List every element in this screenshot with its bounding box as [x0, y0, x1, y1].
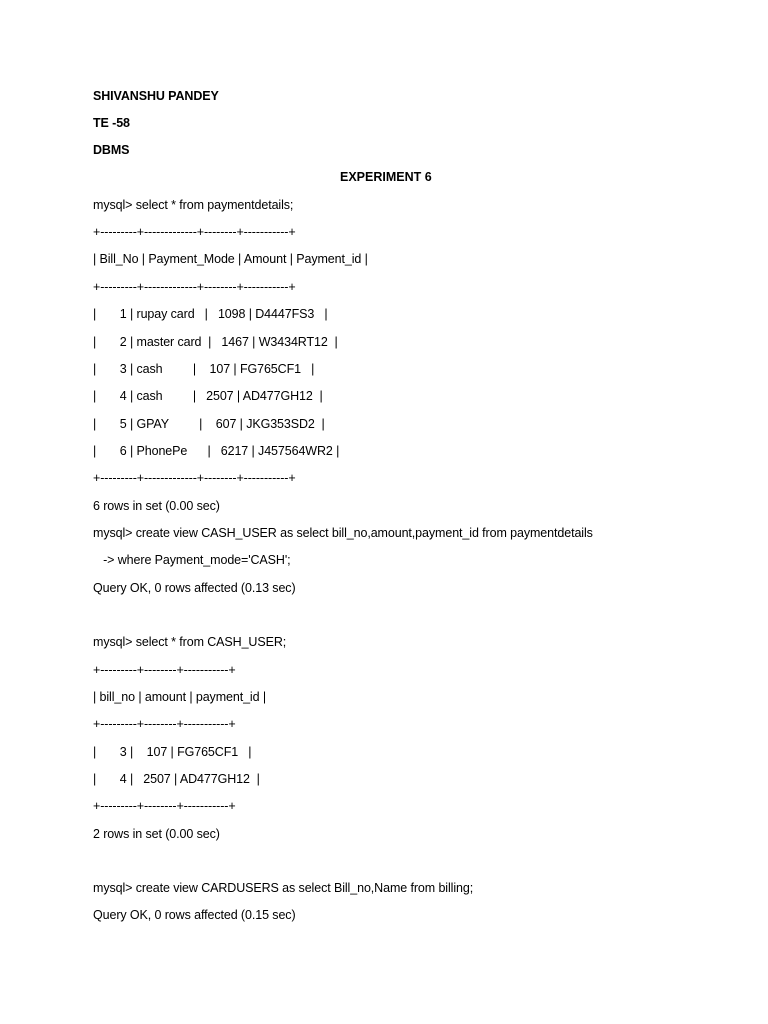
table-row: | 3 | cash | 107 | FG765CF1 |: [93, 362, 315, 376]
table-row: | 4 | 2507 | AD477GH12 |: [93, 772, 260, 786]
experiment-title: EXPERIMENT 6: [340, 170, 432, 184]
table-row: | 2 | master card | 1467 | W3434RT12 |: [93, 335, 338, 349]
sql-line: mysql> select * from CASH_USER;: [93, 635, 287, 649]
query-status: Query OK, 0 rows affected (0.15 sec): [93, 908, 296, 922]
table-header-row: | bill_no | amount | payment_id |: [93, 690, 266, 704]
table-row: | 4 | cash | 2507 | AD477GH12 |: [93, 389, 323, 403]
table-header-row: | Bill_No | Payment_Mode | Amount | Payment_id |: [93, 252, 368, 266]
sql-line: mysql> create view CARDUSERS as select Bill_no,Name from billing;: [93, 881, 474, 895]
table-row: | 5 | GPAY | 607 | JKG353SD2 |: [93, 417, 325, 431]
table-border-line: +---------+-------------+--------+-----------+: [93, 225, 296, 239]
table-border-line: +---------+-------------+--------+-----------+: [93, 280, 296, 294]
result-count: 6 rows in set (0.00 sec): [93, 499, 220, 513]
table-border-line: +---------+--------+-----------+: [93, 717, 236, 731]
table-row: | 1 | rupay card | 1098 | D4447FS3 |: [93, 307, 328, 321]
student-name: SHIVANSHU PANDEY: [93, 89, 219, 103]
result-count: 2 rows in set (0.00 sec): [93, 827, 220, 841]
table-border-line: +---------+--------+-----------+: [93, 663, 236, 677]
query-status: Query OK, 0 rows affected (0.13 sec): [93, 581, 296, 595]
sql-line: -> where Payment_mode='CASH';: [93, 553, 291, 567]
table-border-line: +---------+-------------+--------+-----------+: [93, 471, 296, 485]
table-row: | 3 | 107 | FG765CF1 |: [93, 745, 252, 759]
subject-name: DBMS: [93, 143, 130, 157]
roll-number: TE -58: [93, 116, 130, 130]
sql-line: mysql> select * from paymentdetails;: [93, 198, 294, 212]
table-row: | 6 | PhonePe | 6217 | J457564WR2 |: [93, 444, 340, 458]
sql-line: mysql> create view CASH_USER as select bill_no,amount,payment_id from paymentdetails: [93, 526, 593, 540]
table-border-line: +---------+--------+-----------+: [93, 799, 236, 813]
